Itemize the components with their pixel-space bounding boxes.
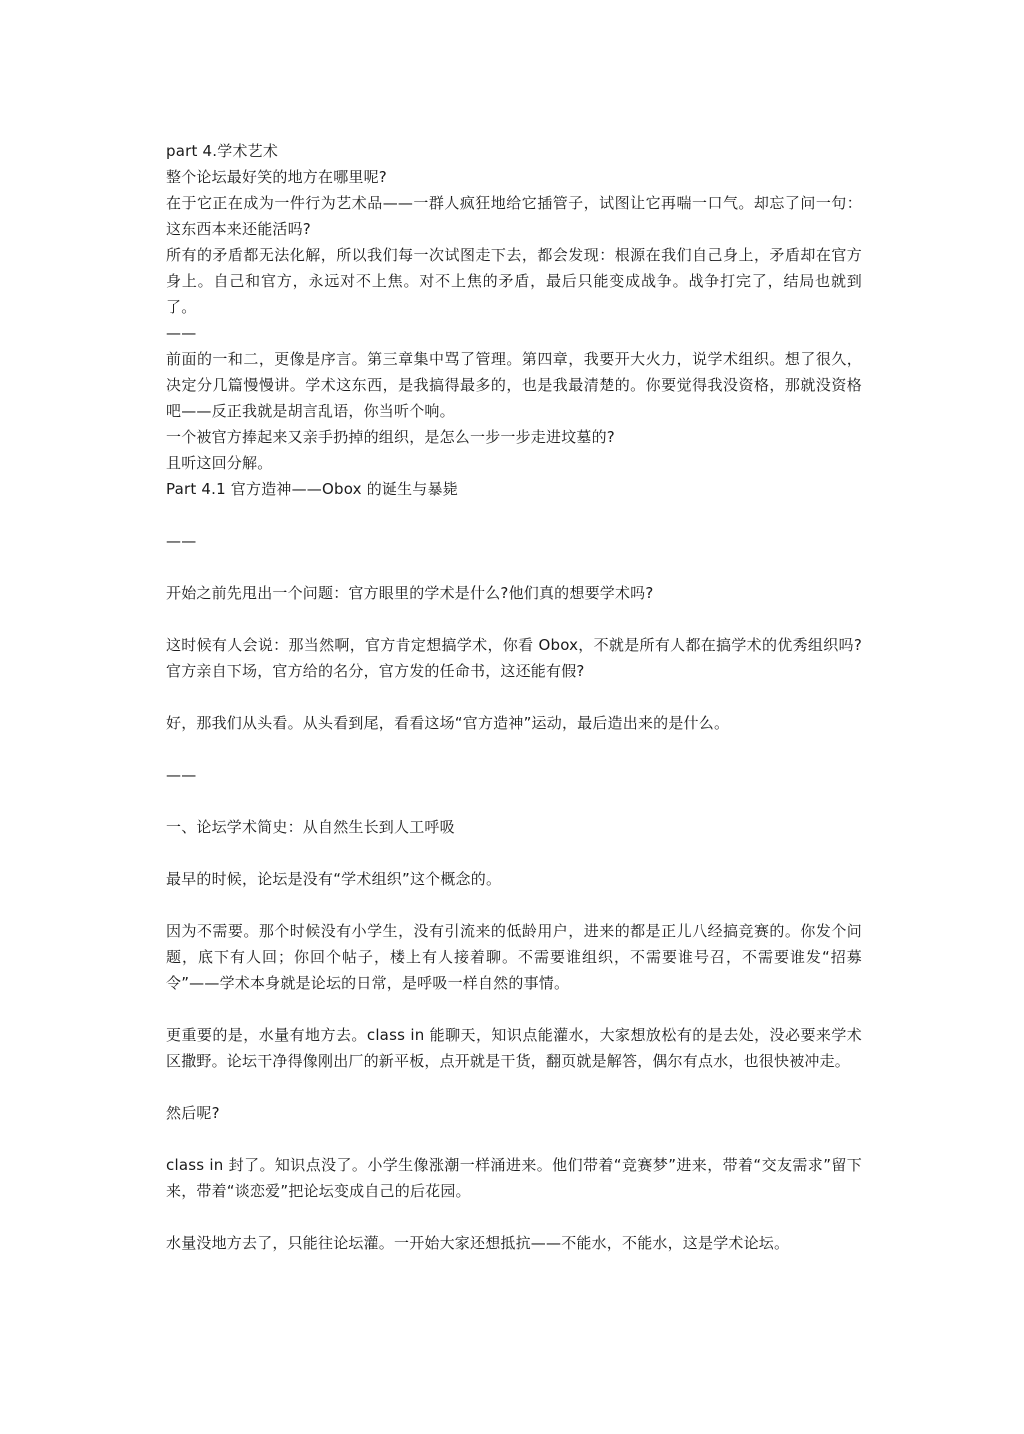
paragraph: 在于它正在成为一件行为艺术品——一群人疯狂地给它插管子，试图让它再喘一口气。却忘了问一句：这东西本来还能活吗? — [166, 194, 862, 238]
divider-text: —— — [166, 324, 197, 342]
divider-text: —— — [166, 532, 197, 550]
paragraph: 更重要的是，水量有地方去。class in 能聊天，知识点能灌水，大家想放松有的是去处，没必要来学术区撒野。论坛干净得像刚出厂的新平板，点开就是干货，翻页就是解答，偶尔有点水，也很快被冲走。 — [166, 1026, 862, 1070]
paragraph: 然后呢? — [166, 1104, 220, 1122]
section-heading: Part 4.1 官方造神——Obox 的诞生与暴毙 — [166, 480, 458, 498]
paragraph: 最早的时候，论坛是没有“学术组织”这个概念的。 — [166, 870, 502, 888]
divider-text: —— — [166, 766, 197, 784]
article-body — [166, 138, 862, 1256]
paragraph: 一个被官方捧起来又亲手扔掉的组织，是怎么一步一步走进坟墓的? — [166, 428, 615, 446]
paragraph: 因为不需要。那个时候没有小学生，没有引流来的低龄用户，进来的都是正儿八经搞竞赛的。你发个问题，底下有人回；你回个帖子，楼上有人接着聊。不需要谁组织，不需要谁号召，不需要谁发“招募令”——学术本身就是论坛的日常，是呼吸一样自然的事情。 — [166, 922, 862, 992]
paragraph: 且听这回分解。 — [166, 454, 273, 472]
paragraph: 整个论坛最好笑的地方在哪里呢? — [166, 168, 387, 186]
paragraph: 这时候有人会说：那当然啊，官方肯定想搞学术，你看 Obox，不就是所有人都在搞学术的优秀组织吗?官方亲自下场，官方给的名分，官方发的任命书，这还能有假? — [166, 636, 862, 680]
paragraph: 好，那我们从头看。从头看到尾，看看这场“官方造神”运动，最后造出来的是什么。 — [166, 714, 730, 732]
paragraph: 前面的一和二，更像是序言。第三章集中骂了管理。第四章，我要开大火力，说学术组织。想了很久，决定分几篇慢慢讲。学术这东西，是我搞得最多的，也是我最清楚的。你要觉得我没资格，那就没资格吧——反正我就是胡言乱语，你当听个响。 — [166, 350, 862, 420]
part-heading: part 4.学术艺术 — [166, 142, 279, 160]
subsection-heading: 一、论坛学术简史：从自然生长到人工呼吸 — [166, 818, 455, 836]
paragraph: 开始之前先甩出一个问题：官方眼里的学术是什么?他们真的想要学术吗? — [166, 584, 654, 602]
paragraph: 所有的矛盾都无法化解，所以我们每一次试图走下去，都会发现：根源在我们自己身上，矛盾却在官方身上。自己和官方，永远对不上焦。对不上焦的矛盾，最后只能变成战争。战争打完了，结局也就到了。 — [166, 246, 862, 316]
paragraph: class in 封了。知识点没了。小学生像涨潮一样涌进来。他们带着“竞赛梦”进来，带着“交友需求”留下来，带着“谈恋爱”把论坛变成自己的后花园。 — [166, 1156, 862, 1200]
paragraph: 水量没地方去了，只能往论坛灌。一开始大家还想抵抗——不能水，不能水，这是学术论坛。 — [166, 1234, 790, 1252]
